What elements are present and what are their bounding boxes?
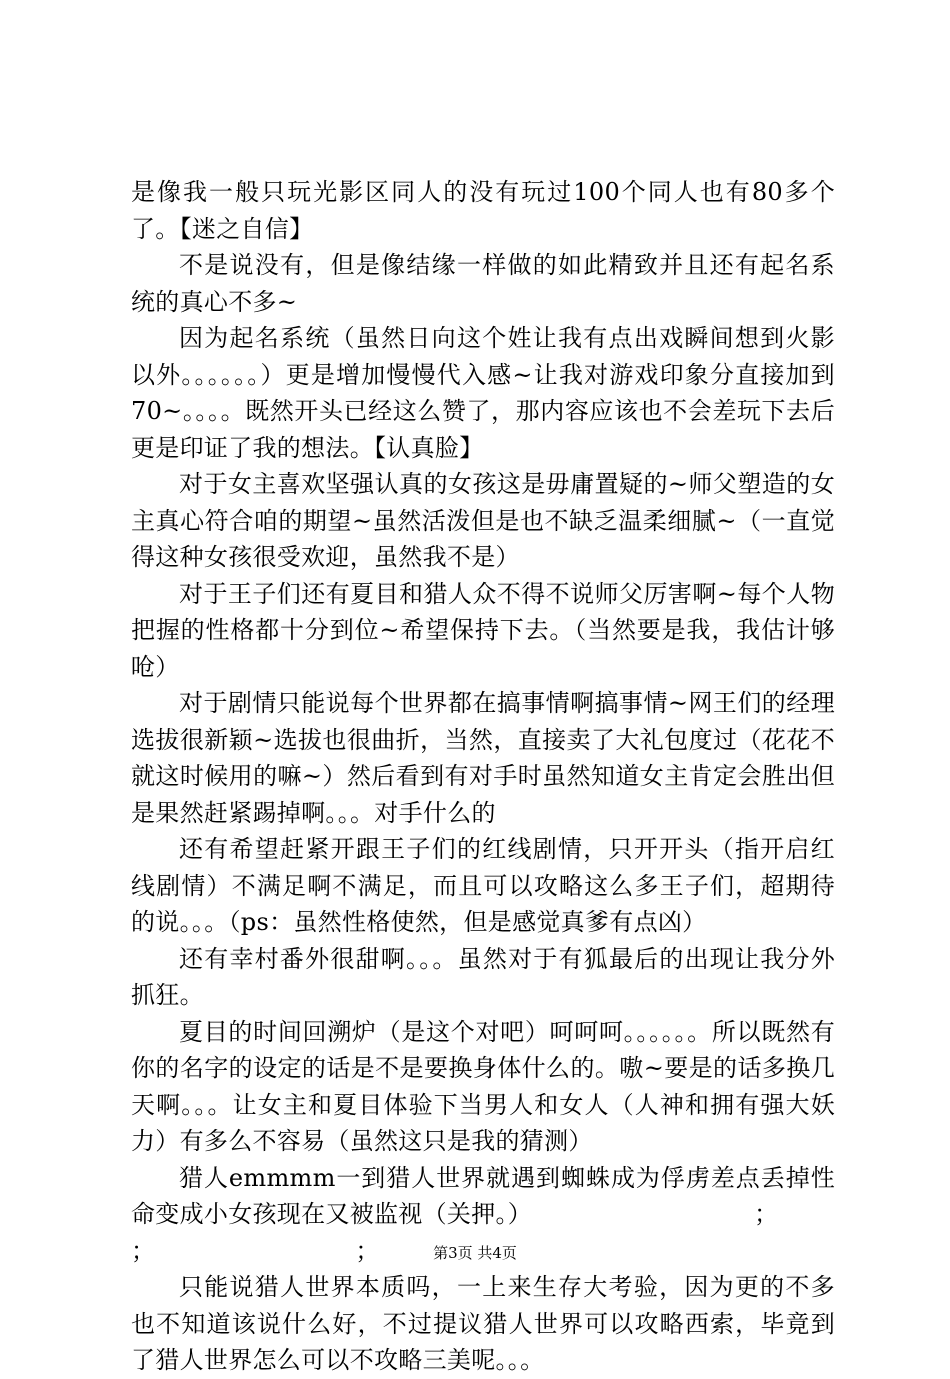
paragraph-10-text: 猎人emmmm一到猎人世界就遇到蜘蛛成为俘虏差点丢掉性命变成小女孩现在又被监视（关押。）: [131, 1163, 835, 1228]
document-body: [131, 174, 835, 1379]
paragraph-10: [131, 1160, 835, 1233]
separator-mark-1: ；: [131, 1236, 156, 1265]
separator-mark-2: ；: [355, 1236, 380, 1265]
paragraph-1: 是像我一般只玩光影区同人的没有玩过100个同人也有80多个了。【迷之自信】: [131, 178, 835, 243]
paragraph-2: 不是说没有，但是像结缘一样做的如此精致并且还有起名系统的真心不多~: [131, 251, 835, 316]
paragraph-11: 只能说猎人世界本质吗，一上来生存大考验，因为更的不多也不知道该说什么好，不过提议猎人世界可以攻略西索，毕竟到了猎人世界怎么可以不攻略三美呢。。。: [131, 1273, 835, 1374]
paragraph-8: 还有幸村番外很甜啊。。。虽然对于有狐最后的出现让我分外抓狂。: [131, 944, 835, 1009]
paragraph-7: 还有希望赶紧开跟王子们的红线剧情，只开开头（指开启红线剧情）不满足啊不满足，而且可以攻略这么多王子们，超期待的说。。。（ps：虽然性格使然，但是感觉真爹有点凶）: [131, 835, 835, 936]
paragraph-6: 对于剧情只能说每个世界都在搞事情啊搞事情~网王们的经理选拔很新颖~选拔也很曲折，当然，直接卖了大礼包度过（花花不就这时候用的嘛~）然后看到有对手时虽然知道女主肯定会胜出但是果然赶紧踢掉啊。。。对手什么的: [131, 689, 835, 827]
paragraph-10-trailing-mark: ；: [754, 1200, 779, 1228]
paragraph-9: 夏目的时间回溯炉（是这个对吧）呵呵呵。。。。。。所以既然有你的名字的设定的话是不是要换身体什么的。嗷~要是的话多换几天啊。。。让女主和夏目体验下当男人和女人（人神和拥有强大妖力）有多么不容易（虽然这只是我的猜测）: [131, 1017, 835, 1155]
page-number-footer: 第3页 共4页: [433, 1244, 517, 1262]
paragraph-4: 对于女主喜欢坚强认真的女孩这是毋庸置疑的~师父塑造的女主真心符合咱的期望~虽然活泼但是也不缺乏温柔细腻~（一直觉得这种女孩很受欢迎，虽然我不是）: [131, 470, 835, 571]
paragraph-5: 对于王子们还有夏目和猎人众不得不说师父厉害啊~每个人物把握的性格都十分到位~希望保持下去。（当然要是我，我估计够呛）: [131, 579, 835, 681]
paragraph-3: 因为起名系统（虽然日向这个姓让我有点出戏瞬间想到火影以外。。。。。。）更是增加慢慢代入感~让我对游戏印象分直接加到70~。。。。既然开头已经这么赞了，那内容应该也不会差玩下去后更是印证了我的想法。【认真脸】: [131, 324, 835, 462]
